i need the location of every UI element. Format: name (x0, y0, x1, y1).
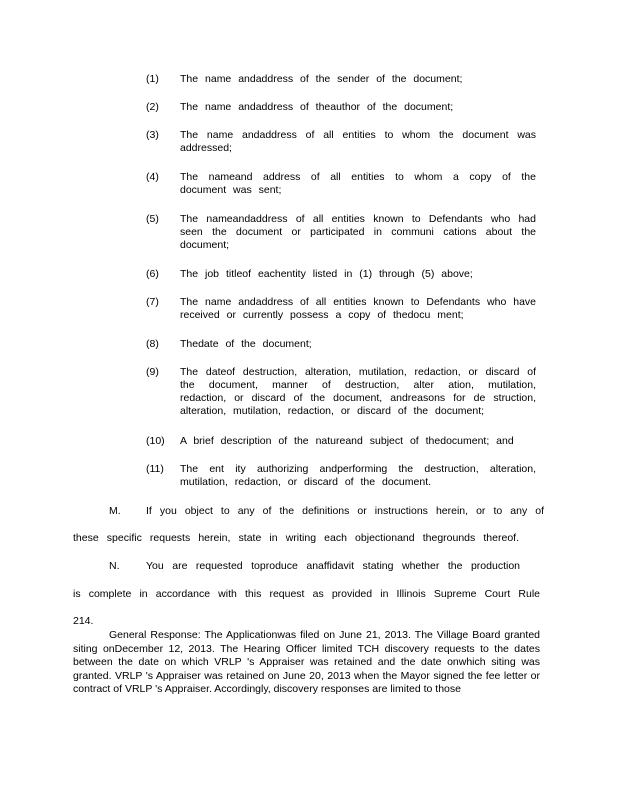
item-number: (6) (146, 268, 159, 280)
paragraph-letter: N. (109, 560, 120, 572)
paragraph-line: these specific requests herein, state in writing each objectionand thegrounds thereof. (73, 532, 519, 544)
item-text: Thedate of the document; (180, 338, 312, 350)
item-number: (10) (146, 435, 165, 447)
item-number: (11) (146, 463, 164, 475)
item-number: (8) (146, 338, 159, 350)
general-response: General Response: The Applicationwas filed on June 21, 2013. The Village Board granted siting onDecember 12, 2013. The Hearing Officer limited TCH discovery requests to the dates between the date on which VRLP 's Appraiser was retained and the date onwhich siting was granted. VRLP 's Appraiser was retained on June 20, 2013 when the Mayor signed the fee letter or contract of VRLP 's Appraiser. Accordingly, discovery responses are limited to those (73, 629, 540, 695)
paragraph-line: If you object to any of the definitions or instructions herein, or to any of (146, 505, 544, 517)
item-number: (4) (146, 171, 159, 183)
item-text: The name andaddress of the sender of the document; (180, 73, 463, 85)
item-text: The name andaddress of all entities to whom the document was addressed; (180, 129, 536, 154)
item-text: The name andaddress of theauthor of the document; (180, 101, 454, 113)
item-text: The name andaddress of all entities known to Defendants who have received or currently possess a copy of thedocu ment; (180, 296, 536, 321)
paragraph-letter: M. (109, 505, 121, 517)
item-number: (3) (146, 129, 159, 141)
item-number: (7) (146, 296, 159, 308)
item-number: (9) (146, 366, 159, 378)
item-text: The nameandaddress of all entities known to Defendants who had seen the document or participated in communi cations about the document; (180, 213, 536, 251)
item-text: The dateof destruction, alteration, mutilation, redaction, or discard of the document, manner of destruction, alter ation, mutilation, redaction, or discard of the document, andreasons for de struction, alteration, mutilation, redaction, or discard of the document; (180, 366, 536, 417)
item-text: The job titleof eachentity listed in (1) through (5) above; (180, 268, 473, 280)
item-number: (5) (146, 213, 159, 225)
item-number: (1) (146, 73, 159, 85)
paragraph-line: You are requested toproduce anaffidavit stating whether the production (146, 560, 520, 572)
item-text: A brief description of the natureand subject of thedocument; and (180, 435, 514, 447)
item-text: The nameand address of all entities to whom a copy of the document was sent; (180, 171, 536, 196)
item-number: (2) (146, 101, 159, 113)
paragraph-line: 214. (73, 615, 94, 627)
paragraph-line: is complete in accordance with this request as provided in Illinois Supreme Court Rule (73, 588, 540, 600)
item-text: The ent ity authorizing andperforming the destruction, alteration, mutilation, redaction, or discard of the document. (180, 463, 536, 488)
